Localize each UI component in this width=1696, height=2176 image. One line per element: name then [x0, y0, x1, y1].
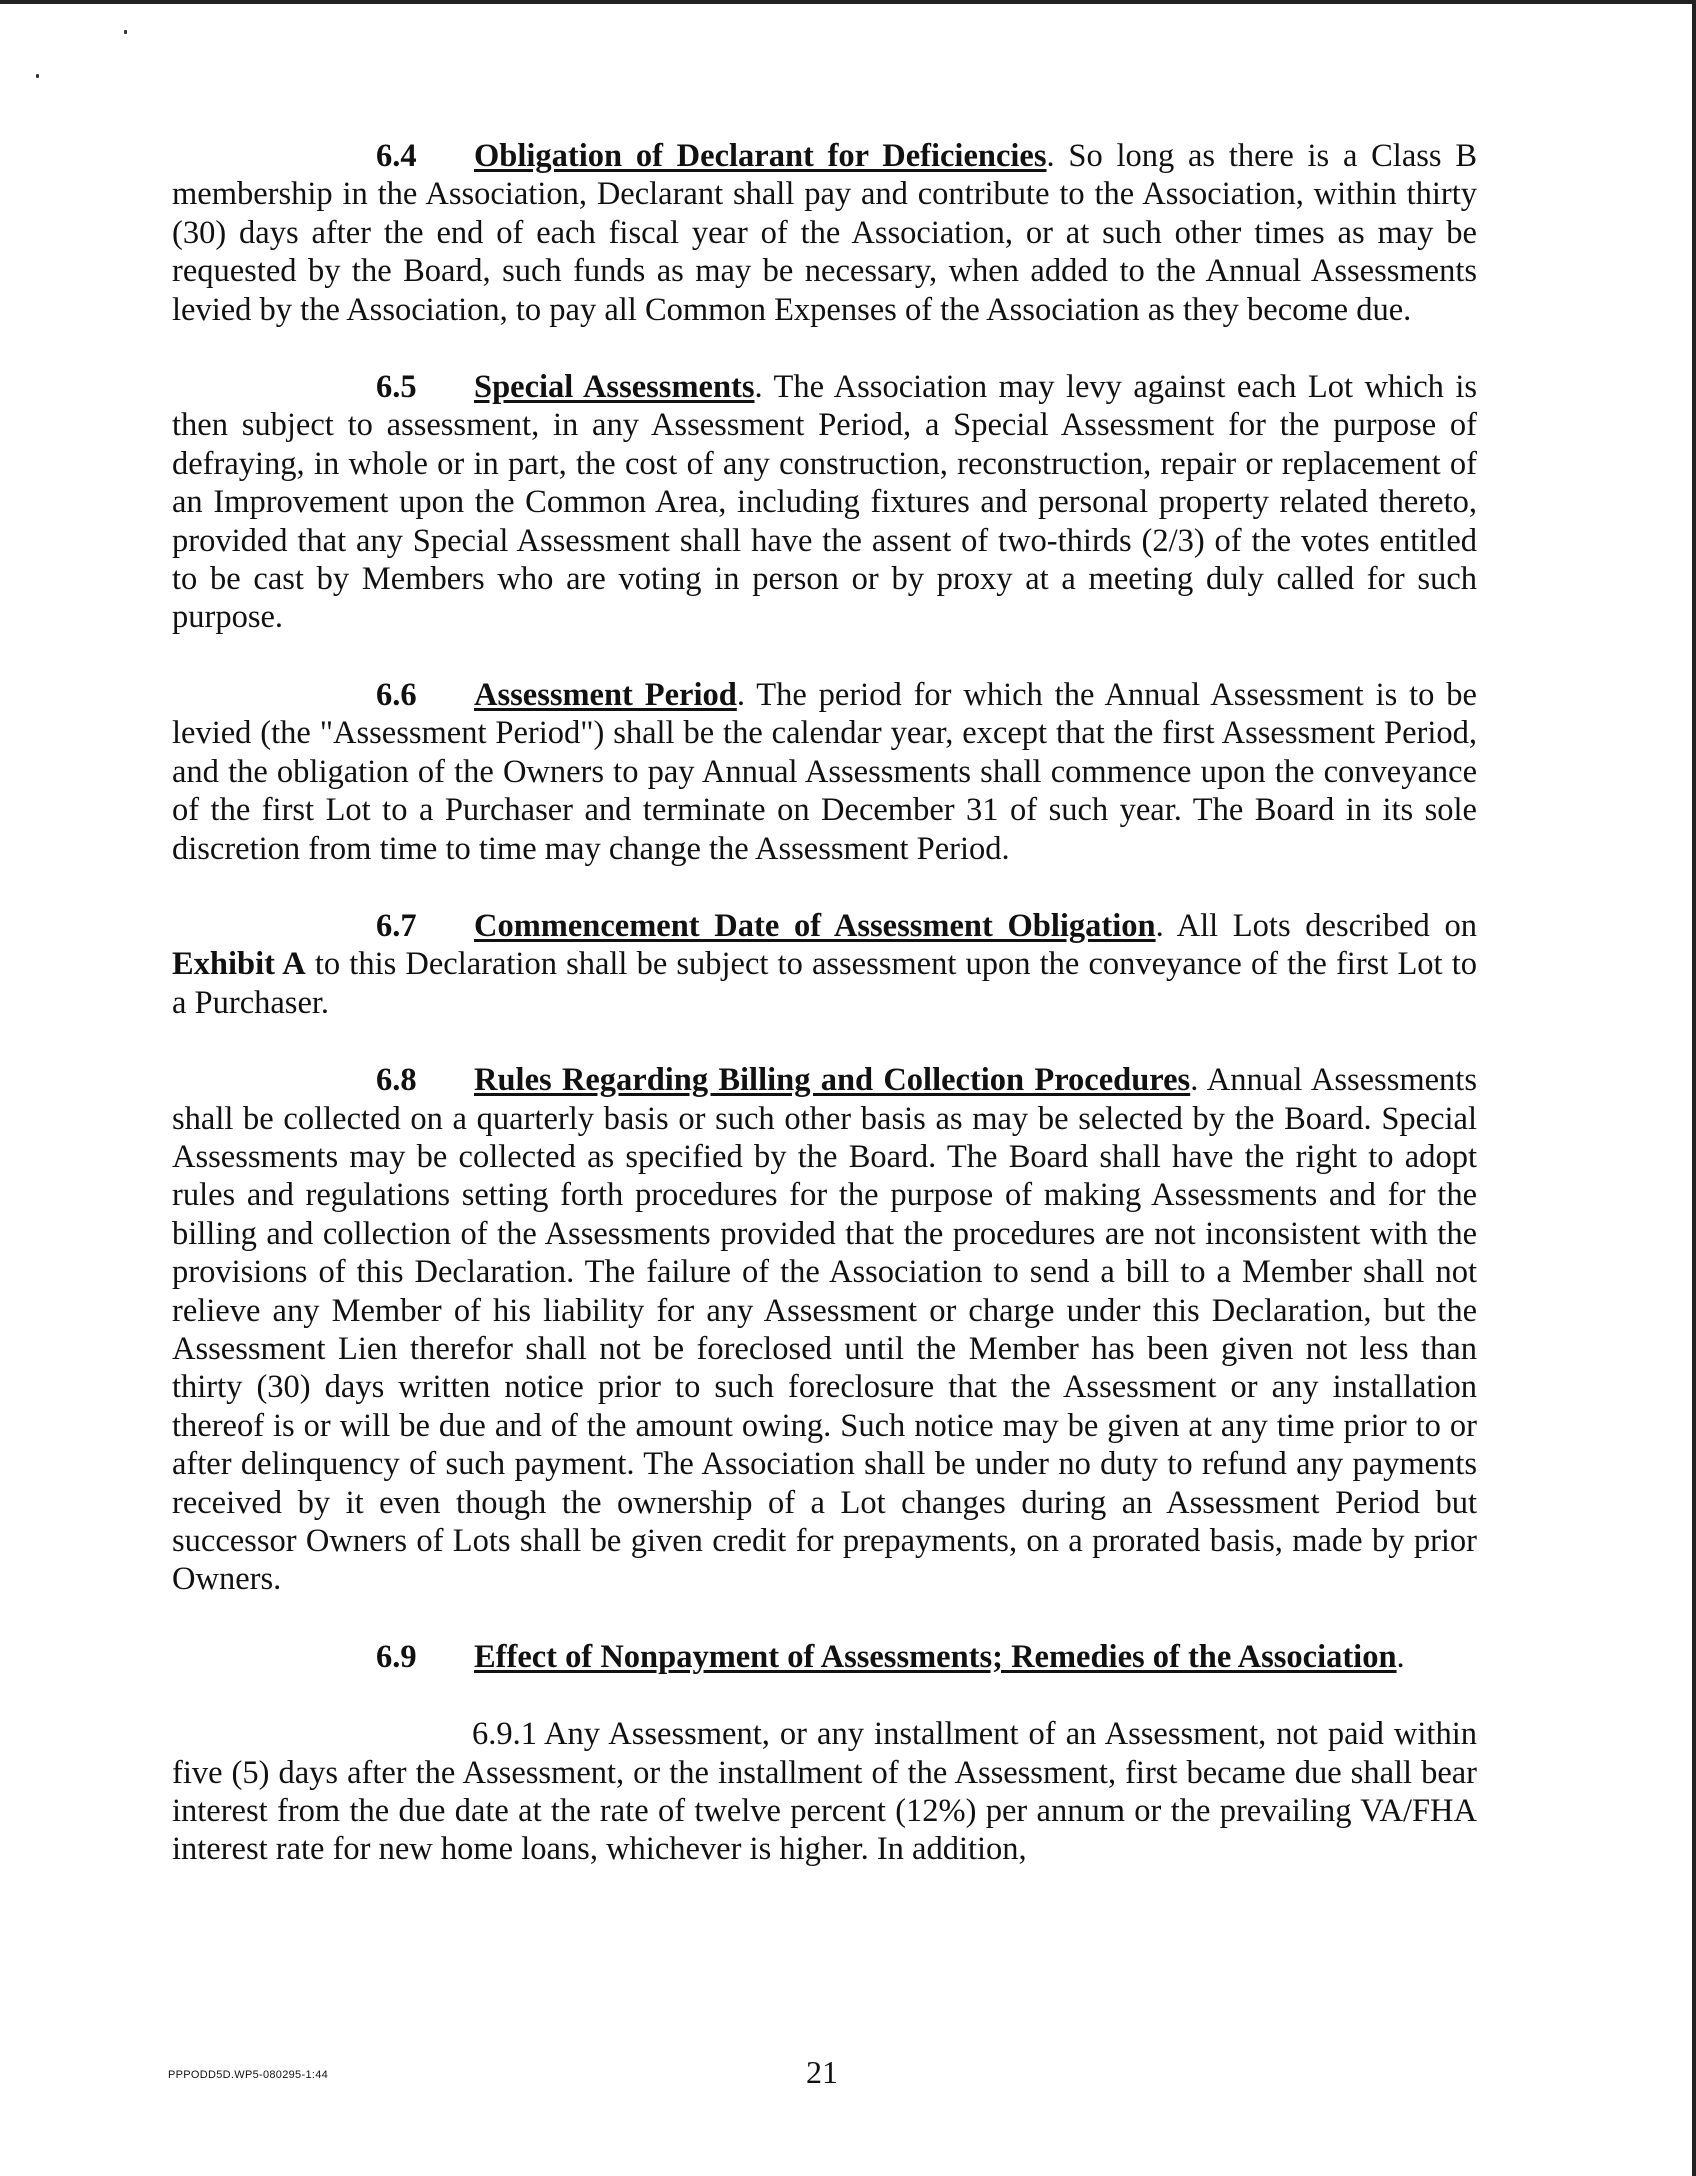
section-number: 6.5	[376, 369, 417, 406]
page-number: 21	[806, 2054, 838, 2090]
subsection-body: Any Assessment, or any installment of an Assessment, not paid within five (5) days after the Assessment, or the installment of the Assessment, first became due shall bear interest from the due date at the rate of twelve percent (12%) per annum or the prevailing VA/FHA interest rate for new home loans, whichever is higher. In addition,	[172, 1716, 1477, 1868]
section-heading: Rules Regarding Billing and Collection Procedures	[474, 1062, 1191, 1099]
scan-edge-top	[0, 0, 1696, 4]
exhibit-reference: Exhibit A	[172, 946, 306, 983]
section-heading: Assessment Period	[474, 676, 737, 713]
section-body: . All Lots described on	[1155, 907, 1477, 944]
scan-edge-right	[1692, 0, 1696, 2176]
section-heading: Obligation of Declarant for Deficiencies	[474, 138, 1047, 174]
document-code: PPPODD5D.WP5-080295-1:44	[168, 2069, 329, 2081]
subsection-6-9-1	[172, 1715, 1477, 1869]
scan-speck	[124, 30, 127, 34]
section-heading: Commencement Date of Assessment Obligation	[474, 907, 1156, 944]
section-6-7	[172, 907, 1477, 1022]
section-body: . The period for which the Annual Assessment is to be levied (the "Assessment Period") shall be the calendar year, except that the first Assessment Period, and the obligation of the Owners to pay Annual Assessments shall commence upon the conveyance of the first Lot to a Purchaser and terminate on December 31 of such year. The Board in its sole discretion from time to time may change the Assessment Period.	[172, 676, 1477, 867]
section-body-continued: to this Declaration shall be subject to assessment upon the conveyance of the first Lot to a Purchaser.	[172, 946, 1477, 1021]
section-heading: Special Assessments	[474, 369, 755, 406]
document-body	[172, 137, 1477, 1908]
scan-speck	[36, 74, 39, 78]
section-body: .	[1396, 1638, 1405, 1675]
section-number: 6.6	[376, 676, 417, 713]
section-6-4	[172, 137, 1477, 329]
section-6-8	[172, 1061, 1477, 1599]
section-6-5	[172, 368, 1477, 637]
section-6-6	[172, 676, 1477, 868]
section-6-9	[172, 1638, 1477, 1676]
subsection-number: 6.9.1	[472, 1716, 537, 1753]
section-number: 6.8	[376, 1062, 417, 1099]
section-number: 6.9	[376, 1638, 417, 1675]
section-body: . The Association may levy against each Lot which is then subject to assessment, in any Assessment Period, a Special Assessment for the purpose of defraying, in whole or in part, the cost of any construction, reconstruction, repair or replacement of an Improvement upon the Common Area, including fixtures and personal property related thereto, provided that any Special Assessment shall have the assent of two-thirds (2/3) of the votes entitled to be cast by Members who are voting in person or by proxy at a meeting duly called for such purpose.	[172, 369, 1478, 636]
section-number: 6.4	[376, 138, 417, 174]
section-body: . So long as there is a Class B membership in the Association, Declarant shall pay and contribute to the Association, within thirty (30) days after the end of each fiscal year of the Association, or at such other times as may be requested by the Board, such funds as may be necessary, when added to the Annual Assessments levied by the Association, to pay all Common Expenses of the Association as they become due.	[172, 138, 1477, 328]
section-number: 6.7	[376, 907, 417, 944]
section-body: . Annual Assessments shall be collected on a quarterly basis or such other basis as may be selected by the Board. Special Assessments may be collected as specified by the Board. The Board shall have the right to adopt rules and regulations setting forth procedures for the purpose of making Assessments and for the billing and collection of the Assessments provided that the procedures are not inconsistent with the provisions of this Declaration. The failure of the Association to send a bill to a Member shall not relieve any Member of his liability for any Assessment or charge under this Declaration, but the Assessment Lien therefor shall not be foreclosed until the Member has been given not less than thirty (30) days written notice prior to such foreclosure that the Assessment or any installation thereof is or will be due and of the amount owing. Such notice may be given at any time prior to or after delinquency of such payment. The Association shall be under no duty to refund any payments received by it even though the ownership of a Lot changes during an Assessment Period but successor Owners of Lots shall be given credit for prepayments, on a prorated basis, made by prior Owners.	[172, 1062, 1477, 1598]
section-heading: Effect of Nonpayment of Assessments; Remedies of the Association	[474, 1638, 1397, 1675]
